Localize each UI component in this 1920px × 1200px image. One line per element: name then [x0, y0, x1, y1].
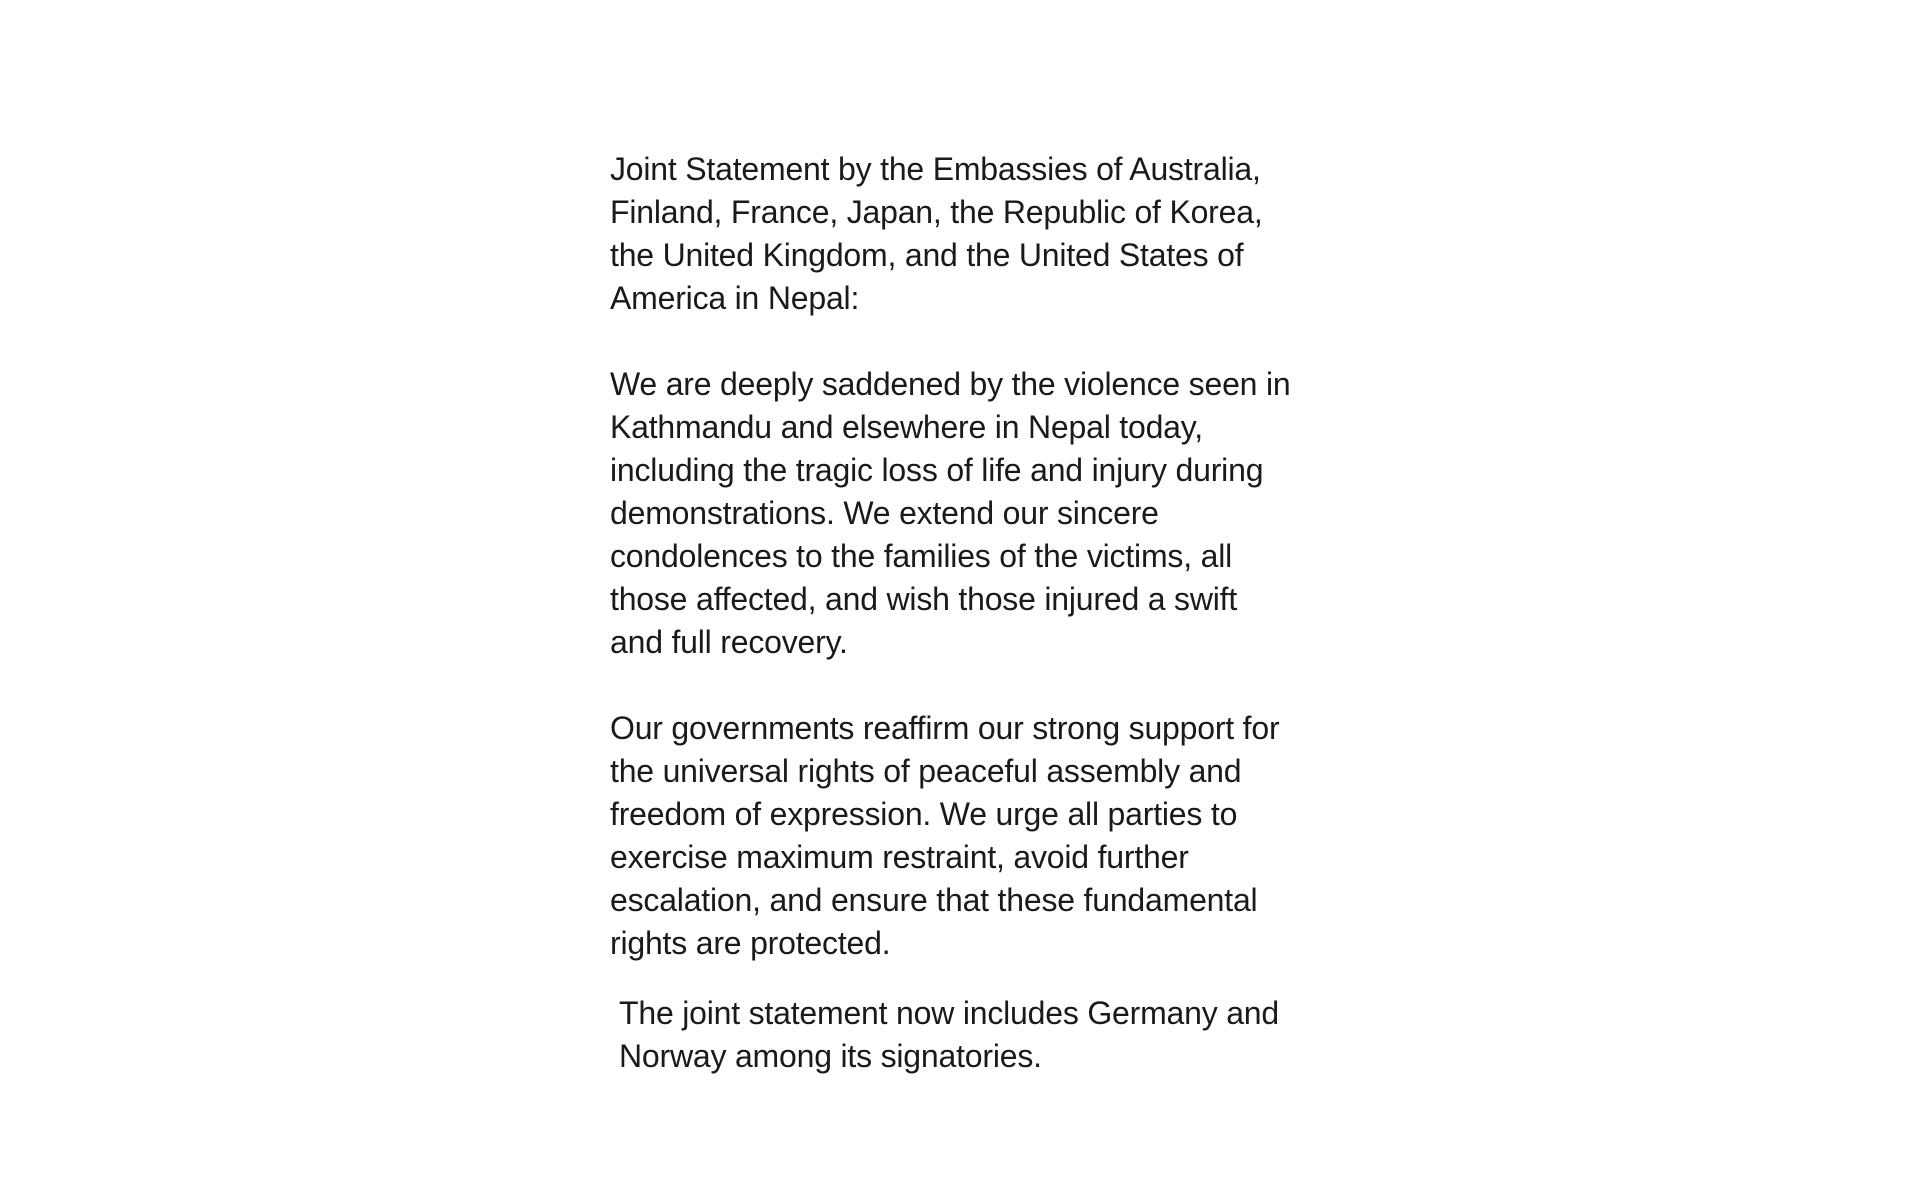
statement-paragraph-condolences: We are deeply saddened by the violence seen in Kathmandu and elsewhere in Nepal today, including the tragic loss of life and injury during demonstrations. We extend our sincere condolences to the families of the victims, all those affected, and wish those injured a swift and full recovery.	[610, 366, 1291, 660]
signatories-update-note: The joint statement now includes Germany and Norway among its signatories.	[619, 995, 1279, 1074]
statement-heading: Joint Statement by the Embassies of Australia, Finland, France, Japan, the Republic of Korea, the United Kingdom, and the United States of America in Nepal:	[610, 151, 1263, 316]
joint-statement	[610, 148, 1330, 965]
statement-paragraph-rights: Our governments reaffirm our strong support for the universal rights of peaceful assembly and freedom of expression. We urge all parties to exercise maximum restraint, avoid further escalation, and ensure that these fundamental rights are protected.	[610, 710, 1280, 961]
